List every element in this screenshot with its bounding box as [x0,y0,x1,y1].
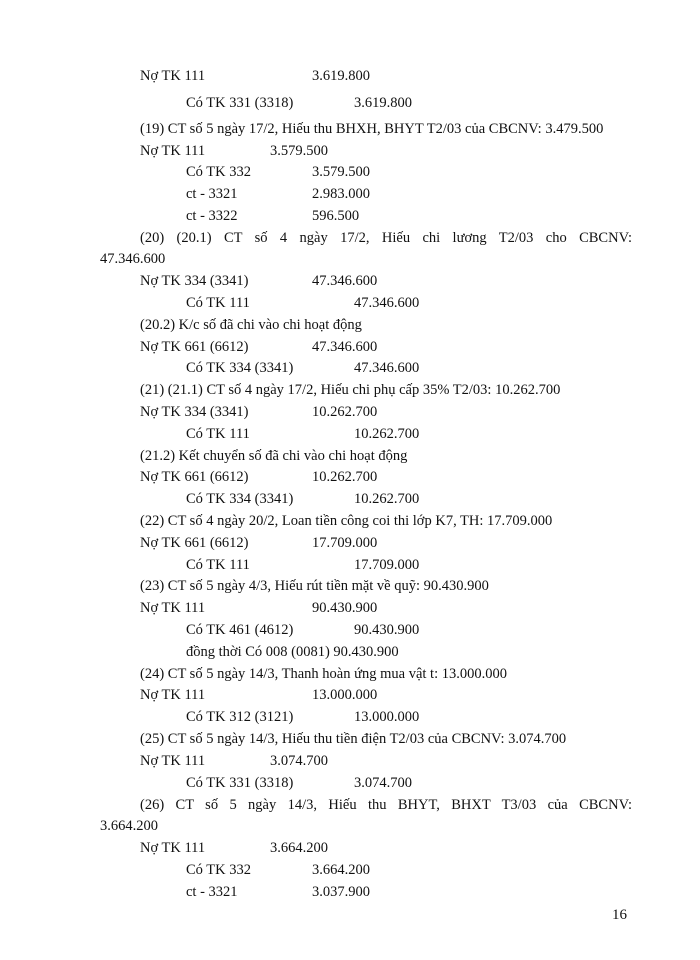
transaction-description: (22) CT số 4 ngày 20/2, Loan tiền công coi thi lớp K7, TH: 17.709.000 [140,513,553,529]
entry-amount: 13.000.000 [354,709,420,725]
entry-debit-label: Nợ TK 111 [140,143,206,159]
transaction-description: (24) CT số 5 ngày 14/3, Thanh hoàn ứng mua vật t: 13.000.000 [140,666,507,682]
transaction-description: (20) (20.1) CT số 4 ngày 17/2, Hiếu chi lương T2/03 cho CBCNV: [140,230,632,246]
entry-credit-label: Có TK 111 [186,426,250,442]
transaction-description: (21.2) Kết chuyển số đã chi vào chi hoạt động [140,448,408,464]
entry-sub-account-label: ct - 3321 [186,884,238,900]
transaction-description: (23) CT số 5 ngày 4/3, Hiếu rút tiền mặt về quỹ: 90.430.900 [140,578,489,594]
entry-amount: 10.262.700 [354,491,420,507]
entry-amount: 3.619.800 [354,95,412,111]
entry-amount: 90.430.900 [312,600,378,616]
transaction-description-continued: 3.664.200 [100,818,158,834]
entry-debit-label: Nợ TK 334 (3341) [140,273,249,289]
entry-amount: 10.262.700 [312,469,378,485]
entry-debit-label: Nợ TK 661 (6612) [140,469,249,485]
entry-debit-label: Nợ TK 111 [140,687,206,703]
entry-amount: 596.500 [312,208,360,224]
entry-credit-label: Có TK 111 [186,557,250,573]
entry-sub-account-label: ct - 3322 [186,208,238,224]
entry-credit-label: Có TK 331 (3318) [186,95,294,111]
entry-amount: 3.664.200 [312,862,370,878]
entry-amount: 10.262.700 [312,404,378,420]
transaction-description: (25) CT số 5 ngày 14/3, Hiếu thu tiền điện T2/03 của CBCNV: 3.074.700 [140,731,567,747]
transaction-description: (21) (21.1) CT số 4 ngày 17/2, Hiếu chi phụ cấp 35% T2/03: 10.262.700 [140,382,561,398]
entry-amount: 90.430.900 [354,622,420,638]
transaction-description: (26) CT số 5 ngày 14/3, Hiếu thu BHYT, BHXT T3/03 của CBCNV: [140,797,632,813]
entry-credit-label: Có TK 111 [186,295,250,311]
entry-note: đồng thời Có 008 (0081) 90.430.900 [186,644,399,660]
entry-credit-label: Có TK 461 (4612) [186,622,294,638]
entry-credit-label: Có TK 331 (3318) [186,775,294,791]
transaction-description: (20.2) K/c số đã chi vào chi hoạt động [140,317,362,333]
entry-debit-label: Nợ TK 111 [140,753,206,769]
entry-amount: 3.579.500 [312,164,370,180]
entry-debit-label: Nợ TK 334 (3341) [140,404,249,420]
entry-amount: 2.983.000 [312,186,370,202]
entry-credit-label: Có TK 312 (3121) [186,709,294,725]
entry-credit-label: Có TK 332 [186,862,251,878]
entry-debit-label: Nợ TK 111 [140,68,206,84]
entry-credit-label: Có TK 334 (3341) [186,360,294,376]
entry-credit-label: Có TK 334 (3341) [186,491,294,507]
entry-amount: 3.664.200 [270,840,328,856]
entry-amount: 3.619.800 [312,68,370,84]
transaction-description-continued: 47.346.600 [100,251,166,267]
entry-amount: 13.000.000 [312,687,378,703]
entry-amount: 47.346.600 [312,339,378,355]
entry-amount: 47.346.600 [312,273,378,289]
entry-debit-label: Nợ TK 661 (6612) [140,339,249,355]
entry-amount: 10.262.700 [354,426,420,442]
entry-amount: 17.709.000 [354,557,420,573]
transaction-description: (19) CT số 5 ngày 17/2, Hiếu thu BHXH, BHYT T2/03 của CBCNV: 3.479.500 [140,121,604,137]
entry-amount: 3.579.500 [270,143,328,159]
entry-credit-label: Có TK 332 [186,164,251,180]
page-number: 16 [612,907,627,923]
entry-amount: 47.346.600 [354,360,420,376]
entry-amount: 3.074.700 [270,753,328,769]
entry-amount: 17.709.000 [312,535,378,551]
entry-debit-label: Nợ TK 111 [140,840,206,856]
entry-debit-label: Nợ TK 661 (6612) [140,535,249,551]
entry-amount: 47.346.600 [354,295,420,311]
entry-amount: 3.074.700 [354,775,412,791]
entry-amount: 3.037.900 [312,884,370,900]
entry-sub-account-label: ct - 3321 [186,186,238,202]
entry-debit-label: Nợ TK 111 [140,600,206,616]
